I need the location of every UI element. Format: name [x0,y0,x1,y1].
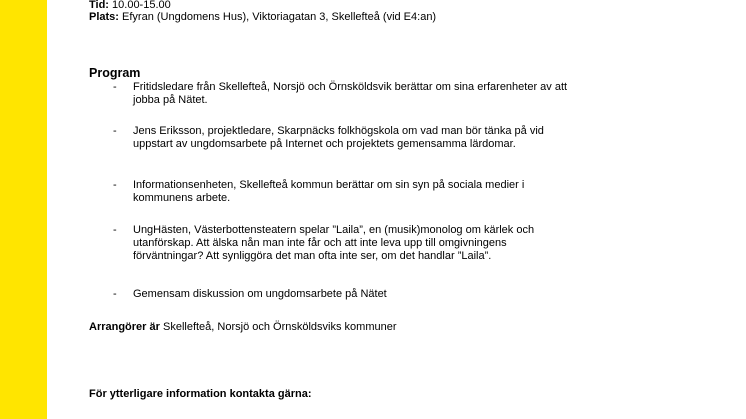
program-item-line: Informationsenheten, Skellefteå kommun berättar om sin syn på sociala medier i [133,179,525,191]
organizers-line [89,321,397,334]
bullet-dash: - [113,179,117,191]
program-item-line: Gemensam diskussion om ungdomsarbete på Nätet [133,288,387,300]
program-item-text [133,81,723,107]
time-label: Tid: [89,0,109,11]
program-item-line: Fritidsledare från Skellefteå, Norsjö och Örnsköldsvik berättar om sina erfarenheter av att [133,81,568,93]
contact-heading: För ytterligare information kontakta gärna: [89,388,312,400]
program-item-line: utanförskap. Att älska nån man inte får och att inte leva upp till omgivningens [133,237,507,249]
program-item-text [133,224,723,263]
organizers-label: Arrangörer är [89,321,160,333]
program-item-line: UngHästen, Västerbottensteatern spelar ”Laila”, en (musik)monolog om kärlek och [133,224,535,236]
bullet-dash: - [113,125,117,137]
program-heading: Program [89,66,141,80]
yellow-margin-bar [0,0,47,419]
place-value: Efyran (Ungdomens Hus), Viktoriagatan 3, Skellefteå (vid E4:an) [122,11,437,23]
bullet-dash: - [113,81,117,93]
program-item-text [133,179,723,205]
place-line [89,11,436,24]
place-label: Plats: [89,11,119,23]
organizers-value: Skellefteå, Norsjö och Örnsköldsviks kommuner [162,321,397,333]
time-value: 10.00-15.00 [112,0,171,11]
program-item-text [133,125,723,151]
program-item-line: förväntningar? Att synliggöra det man ofta inte ser, om det handlar ”Laila”. [133,250,492,262]
program-item-line: uppstart av ungdomsarbete på Internet och projektets gemensamma lärdomar. [133,138,516,150]
program-item-text [133,288,723,301]
program-item-line: kommunens arbete. [133,192,231,204]
bullet-dash: - [113,224,117,236]
program-item-line: Jens Eriksson, projektledare, Skarpnäcks folkhögskola om vad man bör tänka på vid [133,125,544,137]
bullet-dash: - [113,288,117,300]
program-item-line: jobba på Nätet. [133,94,208,106]
